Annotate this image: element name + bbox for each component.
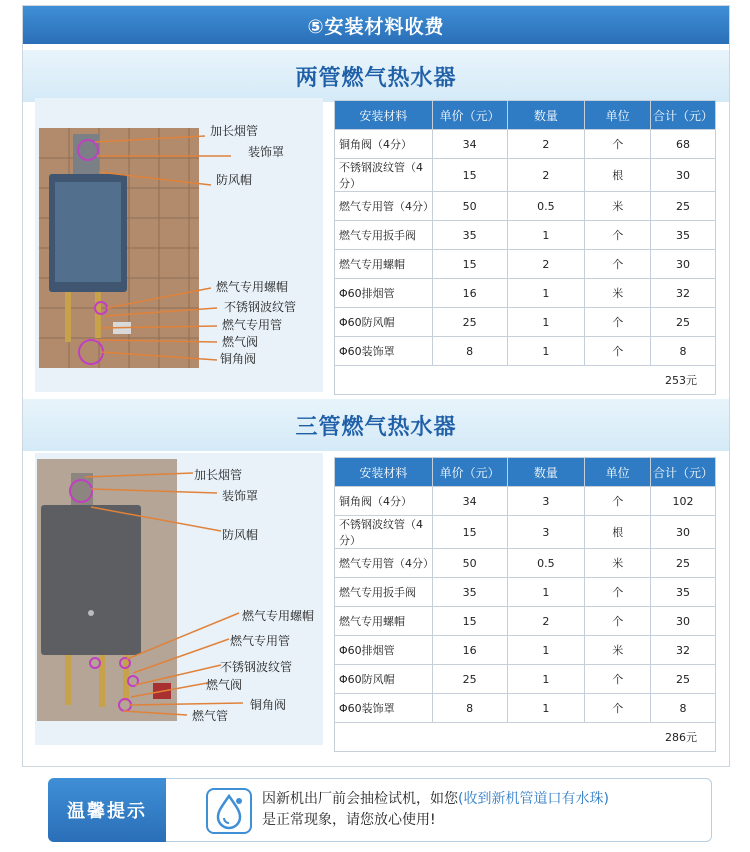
cell: 30 — [651, 607, 716, 636]
table-row — [335, 516, 716, 549]
callout-gas-valve: 燃气阀 — [206, 678, 243, 692]
warm-tip-line1 — [262, 789, 609, 810]
callout-gas-nut: 燃气专用螺帽 — [216, 280, 289, 294]
cell: 米 — [585, 192, 651, 221]
callout-steel-hose: 不锈钢波纹管 — [220, 660, 293, 674]
water-drop-icon — [206, 788, 252, 834]
cell: 2 — [507, 130, 585, 159]
cell: 34 — [432, 130, 507, 159]
cell: 1 — [507, 308, 585, 337]
cell: 35 — [432, 578, 507, 607]
cell: 个 — [585, 487, 651, 516]
cell: 8 — [432, 337, 507, 366]
cell: 30 — [651, 250, 716, 279]
cell: 1 — [507, 665, 585, 694]
table-header-row — [335, 101, 716, 130]
cell: 个 — [585, 250, 651, 279]
callout-extension-flue: 加长烟管 — [210, 124, 259, 138]
total-amount: 286元 — [335, 723, 716, 752]
cell: 燃气专用管（4分） — [335, 192, 433, 221]
table-row — [335, 636, 716, 665]
callout-steel-hose: 不锈钢波纹管 — [224, 300, 297, 314]
table-row — [335, 337, 716, 366]
cell: 个 — [585, 694, 651, 723]
callout-wind-cap: 防风帽 — [216, 173, 253, 187]
cell: 1 — [507, 221, 585, 250]
install-fee-panel — [22, 5, 730, 767]
table-row — [335, 487, 716, 516]
section-title-two-pipe: 两管燃气热水器 — [23, 50, 729, 102]
header-material: 安装材料 — [335, 101, 433, 130]
cell: 30 — [651, 159, 716, 192]
cell: 25 — [651, 192, 716, 221]
header-subtotal: 合计（元） — [651, 101, 716, 130]
header-quantity: 数量 — [507, 101, 585, 130]
cell: 个 — [585, 130, 651, 159]
cell: 0.5 — [507, 549, 585, 578]
callout-gas-nut: 燃气专用螺帽 — [242, 609, 315, 623]
cell: 35 — [651, 578, 716, 607]
cell: 燃气专用螺帽 — [335, 250, 433, 279]
cell: 米 — [585, 279, 651, 308]
materials-table-two-pipe — [334, 100, 716, 395]
callout-decor-cover: 装饰罩 — [222, 489, 259, 503]
warm-tip-label: 温馨提示 — [48, 778, 166, 842]
cell: 个 — [585, 337, 651, 366]
cell: 25 — [432, 665, 507, 694]
cell: 25 — [651, 549, 716, 578]
cell: 铜角阀（4分） — [335, 487, 433, 516]
table-row — [335, 607, 716, 636]
cell: 不锈钢波纹管（4分） — [335, 516, 433, 549]
cell: 50 — [432, 549, 507, 578]
total-amount: 253元 — [335, 366, 716, 395]
cell: 个 — [585, 221, 651, 250]
cell: 16 — [432, 636, 507, 665]
cell: 15 — [432, 516, 507, 549]
table-row — [335, 665, 716, 694]
cell: 铜角阀（4分） — [335, 130, 433, 159]
table-row — [335, 549, 716, 578]
cell: 34 — [432, 487, 507, 516]
callout-extension-flue: 加长烟管 — [194, 468, 243, 482]
cell: 个 — [585, 665, 651, 694]
cell: 8 — [651, 694, 716, 723]
cell: Φ60装饰罩 — [335, 694, 433, 723]
cell: 35 — [651, 221, 716, 250]
table-row — [335, 578, 716, 607]
cell: Φ60防风帽 — [335, 308, 433, 337]
header-unit: 单位 — [585, 458, 651, 487]
cell: 0.5 — [507, 192, 585, 221]
cell: 根 — [585, 516, 651, 549]
callout-decor-cover: 装饰罩 — [248, 145, 285, 159]
cell: 米 — [585, 549, 651, 578]
callout-angle-valve: 铜角阀 — [220, 352, 257, 366]
cell: 1 — [507, 279, 585, 308]
cell: 15 — [432, 159, 507, 192]
header-unit-price: 单价（元） — [432, 101, 507, 130]
warm-tip-line1-prefix: 因新机出厂前会抽检试机，如您 — [262, 791, 458, 807]
cell: 个 — [585, 607, 651, 636]
table-row — [335, 221, 716, 250]
callout-gas-line: 燃气管 — [192, 709, 229, 723]
cell: 燃气专用螺帽 — [335, 607, 433, 636]
table-row — [335, 159, 716, 192]
materials-table-three-pipe — [334, 457, 716, 752]
callout-gas-pipe: 燃气专用管 — [230, 634, 291, 648]
header-material: 安装材料 — [335, 458, 433, 487]
cell: 根 — [585, 159, 651, 192]
cell: 燃气专用扳手阀 — [335, 578, 433, 607]
table-header-row — [335, 458, 716, 487]
cell: 1 — [507, 636, 585, 665]
header-unit: 单位 — [585, 101, 651, 130]
table-row — [335, 279, 716, 308]
cell: Φ60排烟管 — [335, 279, 433, 308]
cell: 50 — [432, 192, 507, 221]
section-title-three-pipe: 三管燃气热水器 — [23, 399, 729, 451]
cell: 2 — [507, 250, 585, 279]
warm-tip-highlight: (收到新机管道口有水珠) — [458, 791, 609, 807]
cell: 25 — [432, 308, 507, 337]
cell: 2 — [507, 607, 585, 636]
cell: 68 — [651, 130, 716, 159]
header-quantity: 数量 — [507, 458, 585, 487]
cell: 1 — [507, 578, 585, 607]
table-row — [335, 130, 716, 159]
cell: 32 — [651, 279, 716, 308]
cell: 米 — [585, 636, 651, 665]
callout-angle-valve: 铜角阀 — [250, 698, 287, 712]
cell: 15 — [432, 607, 507, 636]
cell: Φ60排烟管 — [335, 636, 433, 665]
cell: Φ60装饰罩 — [335, 337, 433, 366]
cell: 1 — [507, 694, 585, 723]
page-title: ⑤安装材料收费 — [23, 6, 729, 44]
warm-tip-line2: 是正常现象，请您放心使用! — [262, 812, 436, 828]
cell: 8 — [651, 337, 716, 366]
table-total-row — [335, 723, 716, 752]
cell: 不锈钢波纹管（4分） — [335, 159, 433, 192]
cell: 燃气专用管（4分） — [335, 549, 433, 578]
callout-gas-pipe: 燃气专用管 — [222, 318, 283, 332]
cell: 30 — [651, 516, 716, 549]
cell: 25 — [651, 308, 716, 337]
cell: 3 — [507, 516, 585, 549]
cell: 15 — [432, 250, 507, 279]
header-unit-price: 单价（元） — [432, 458, 507, 487]
cell: 燃气专用扳手阀 — [335, 221, 433, 250]
header-subtotal: 合计（元） — [651, 458, 716, 487]
cell: 35 — [432, 221, 507, 250]
callout-wind-cap: 防风帽 — [222, 528, 259, 542]
cell: 102 — [651, 487, 716, 516]
table-row — [335, 250, 716, 279]
cell: 2 — [507, 159, 585, 192]
cell: 16 — [432, 279, 507, 308]
table-row — [335, 192, 716, 221]
callout-gas-valve: 燃气阀 — [222, 335, 259, 349]
table-row — [335, 308, 716, 337]
cell: 个 — [585, 578, 651, 607]
cell: 1 — [507, 337, 585, 366]
warm-tip-text — [262, 789, 609, 831]
cell: 25 — [651, 665, 716, 694]
warm-tip-box — [48, 778, 712, 842]
cell: 个 — [585, 308, 651, 337]
table-total-row — [335, 366, 716, 395]
cell: 8 — [432, 694, 507, 723]
cell: 3 — [507, 487, 585, 516]
cell: Φ60防风帽 — [335, 665, 433, 694]
table-row — [335, 694, 716, 723]
cell: 32 — [651, 636, 716, 665]
